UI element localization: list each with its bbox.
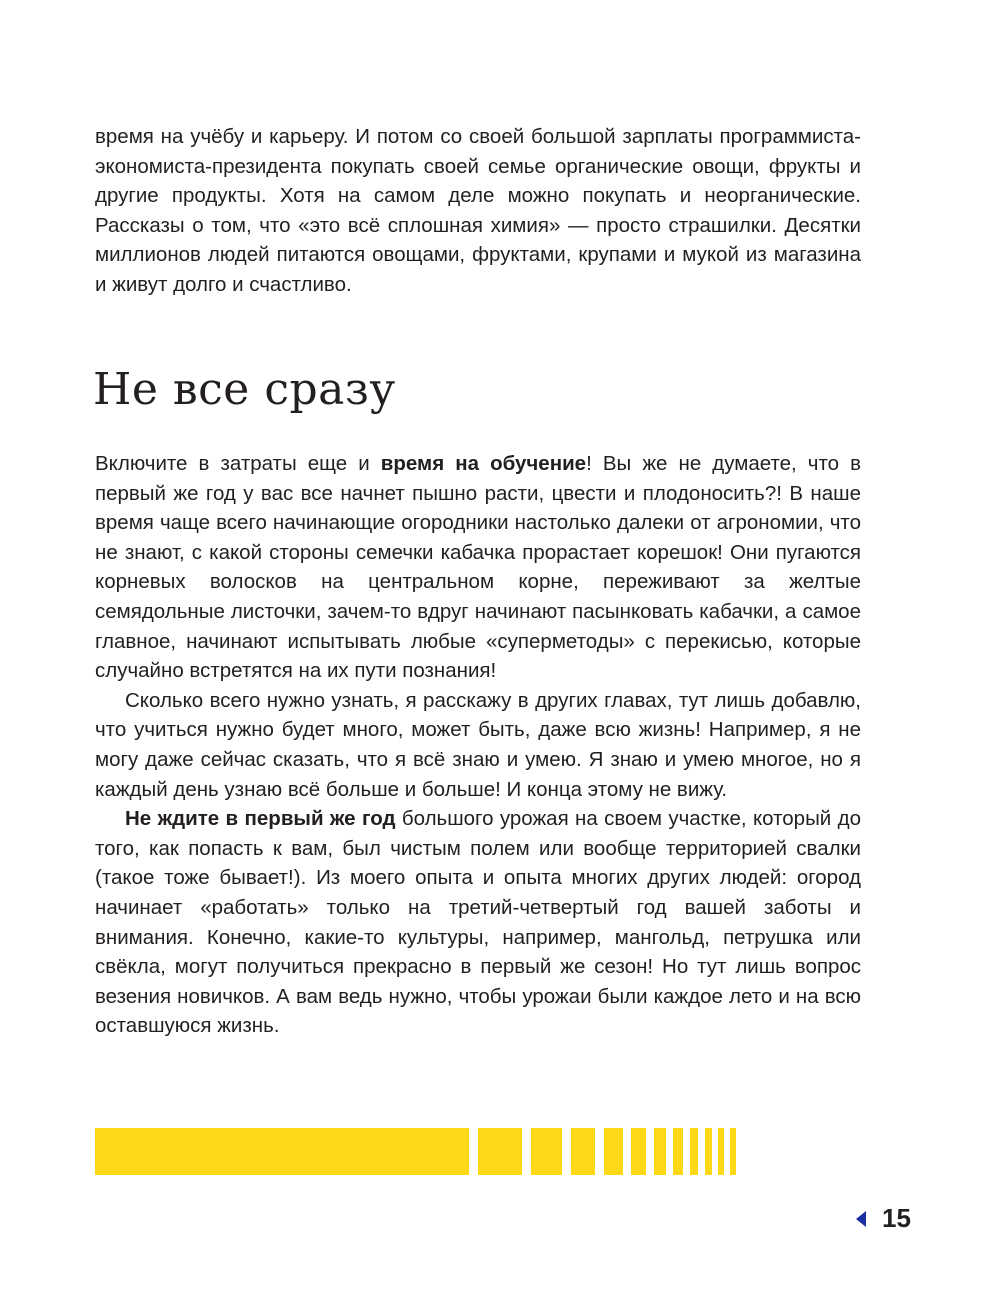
yellow-bar-segment: [478, 1128, 522, 1175]
body-section: [95, 449, 861, 1041]
yellow-bar-main: [95, 1128, 469, 1175]
page-number: 15: [882, 1203, 911, 1233]
paragraph-1-bold: время на обучение: [380, 452, 587, 475]
yellow-bar-segment: [673, 1128, 683, 1175]
decorative-yellow-bar: [95, 1128, 745, 1175]
paragraph-1: [95, 449, 861, 686]
paragraph-2: Сколько всего нужно узнать, я расскажу в других главах, тут лишь добавлю, что учиться нужно будет много, может быть, даже всю жизнь! Например, я не могу даже сейчас сказать, что я всё знаю и умею. Я знаю и умею многое, но я каждый день узнаю всё больше и больше! И конца этому не вижу.: [95, 688, 861, 801]
yellow-bar-segment: [571, 1128, 595, 1175]
yellow-bar-segment: [531, 1128, 562, 1175]
paragraph-3: [95, 804, 861, 1041]
yellow-bar-segment: [631, 1128, 646, 1175]
yellow-bar-segment: [718, 1128, 724, 1175]
yellow-bar-segment: [690, 1128, 698, 1175]
paragraph-3-bold: Не ждите в первый же год: [125, 807, 396, 831]
paragraph-1-rest: ! Вы же не думаете, что в первый же год у вас все начнет пышно расти, цвести и плодоносить?! В наше время чаще всего начинающие огородники настолько далеки от агрономии, что не знают, с какой стороны семечки кабачка прорастает корешок! Они пугаются корневых волосков на центральном корне, переживают за желтые семядольные листочки, зачем-то вдруг начинают пасынковать кабачки, а самое главное, начинают испытывать любые «суперметоды» с перекисью, которые случайно встретятся на их пути познания!: [95, 452, 862, 683]
section-heading: Не все сразу: [93, 364, 396, 415]
top-paragraph: время на учёбу и карьеру. И потом со своей большой зарплаты программиста-экономиста-президента покупать своей семье органические овощи, фрукты и другие продукты. Хотя на самом деле можно покупать и неорганические. Рассказы о том, что «это всё сплошная химия» — просто страшилки. Десятки миллионов людей питаются овощами, фруктами, крупами и мукой из магазина и живут долго и счастливо.: [95, 125, 861, 296]
yellow-bar-segment: [604, 1128, 623, 1175]
yellow-bar-segment: [654, 1128, 666, 1175]
yellow-bar-segment: [705, 1128, 712, 1175]
left-triangle-icon: [856, 1211, 866, 1227]
yellow-bar-segment: [730, 1128, 736, 1175]
paragraph-3-rest: большого урожая на своем участке, который до того, как попасть к вам, был чистым полем или вообще территорией свалки (такое тоже бывает!). Из моего опыта и опыта многих других людей: огород начинает «работать» только на третий-четвертый год вашей заботы и внимания. Конечно, какие-то культуры, например, мангольд, петрушка или свёкла, могут получиться прекрасно в первый же сезон! Но тут лишь вопрос везения новичков. А вам ведь нужно, чтобы урожаи были каждое лето и на всю оставшуюся жизнь.: [95, 807, 861, 1038]
paragraph-1-lead: Включите в затраты еще и: [95, 452, 381, 475]
